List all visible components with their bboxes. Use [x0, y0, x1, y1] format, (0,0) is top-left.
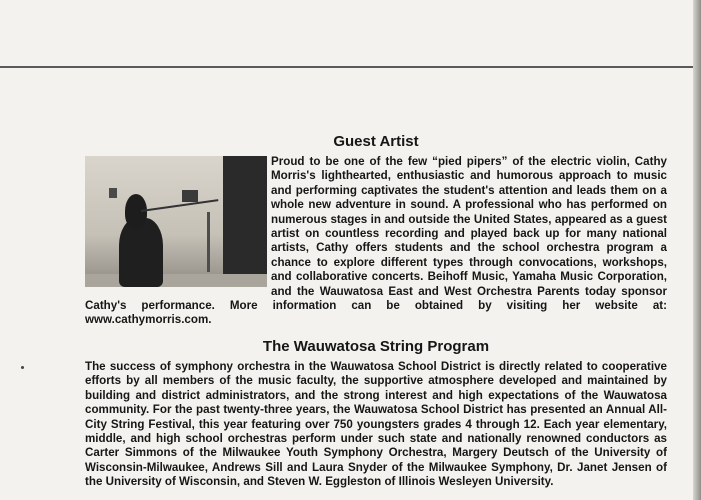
page-edge-shadow [693, 0, 701, 500]
string-program-paragraph: The success of symphony orchestra in the Wauwatosa School District is directly related to cooperative efforts by all members of the music faculty, the supportive atmosphere developed and maintained by building and district administrators, and the strong interest and high expectations of the Wauwatosa community. For the past twenty-three years, the Wauwatosa School District has presented an Annual All-City String Festival, this year featuring over 750 youngsters grades 4 through 12. Each year elementary, middle, and high school orchestras perform under such state and nationally renowned conductors as Carter Simmons of the Milwaukee Youth Symphony Orchestra, Margery Deutsch of the University of Wisconsin-Milwaukee, Andrews Sill and Laura Snyder of the Milwaukee Symphony, Dr. Janet Jensen of the University of Wisconsin, and Steven W. Eggleston of Illinois Wesleyen University. [85, 359, 667, 489]
violinist-photo [85, 156, 267, 287]
string-program-heading: The Wauwatosa String Program [262, 337, 490, 355]
guest-artist-paragraph: Proud to be one of the few “pied pipers” of the electric violin, Cathy Morris's lighthearted, enthusiastic and humorous approach to music and performing captivates the student's attention and leads them on a whole new adventure in sound. A professional who has performed on numerous stages in and outside the United States, appeared as a guest artist on countless recording and played back up for many national artists, Cathy offers students and the school orchestra program a chance to explore different types through convocations, workshops, and collaborative concerts. Beihoff Music, Yamaha Music Corporation, and the Wauwatosa East and West Orchestra Parents today sponsor Cathy's performance. More information can be obtained by visiting her website at: www.cathymorris.com. [85, 155, 667, 327]
scan-speck [21, 366, 24, 369]
document-body [85, 132, 667, 490]
horizontal-rule [0, 66, 693, 68]
guest-artist-heading: Guest Artist [333, 133, 419, 150]
